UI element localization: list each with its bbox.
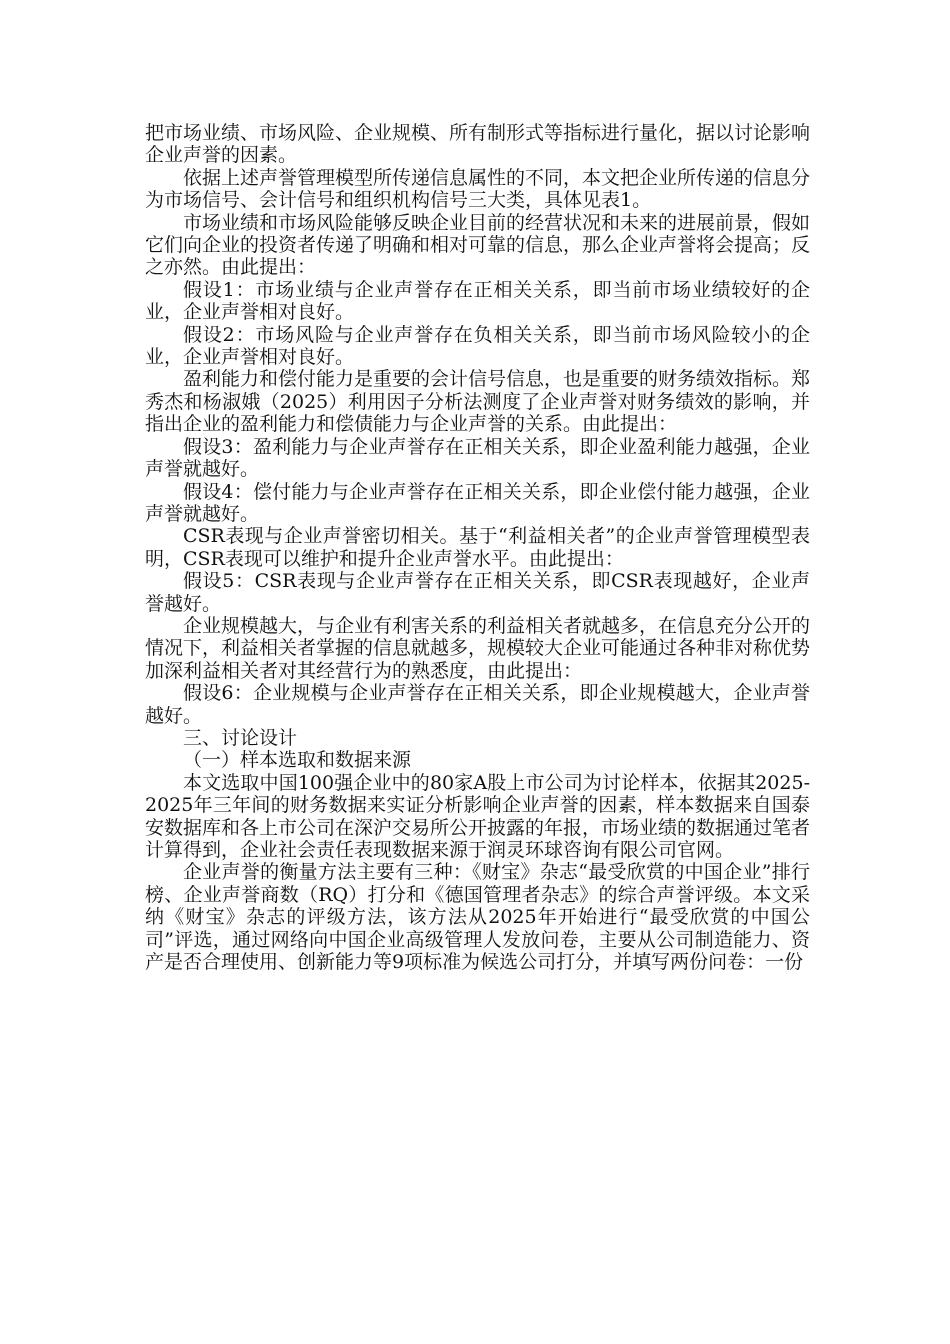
paragraph-3: 市场业绩和市场风险能够反映企业目前的经营状况和未来的进展前景，假如它们向企业的投资者传递了明确和相对可靠的信息，那么企业声誉将会提高；反之亦然。由此提出： [145,211,811,279]
hypothesis-3: 假设3：盈利能力与企业声誉存在正相关关系，即企业盈利能力越强，企业声誉就越好。 [145,435,810,481]
document-body [145,122,810,973]
paragraph-9: CSR表现与企业声誉密切相关。基于“利益相关者”的企业声誉管理模型表明，CSR表现可以维护和提升企业声誉水平。由此提出： [145,525,810,570]
paragraph-6: 盈利能力和偿付能力是重要的会计信号信息，也是重要的财务绩效指标。郑秀杰和杨淑娥（2025）利用因子分析法测度了企业声誉对财务绩效的影响，并指出企业的盈利能力和偿债能力与企业声誉的关系。由此提出： [145,368,811,436]
hypothesis-1: 假设1：市场业绩与企业声誉存在正相关关系，即当前市场业绩较好的企业，企业声誉相对良好。 [145,278,810,324]
subsection-heading: （一）样本选取和数据来源 [183,749,412,772]
hypothesis-4: 假设4：偿付能力与企业声誉存在正相关关系，即企业偿付能力越强，企业声誉就越好。 [145,480,810,525]
hypothesis-6: 假设6：企业规模与企业声誉存在正相关关系，即企业规模越大，企业声誉越好。 [145,682,810,727]
paragraph-16: 企业声誉的衡量方法主要有三种：《财宝》杂志“最受欣赏的中国企业”排行榜、企业声誉商数（RQ）打分和《德国管理者杂志》的综合声誉评级。本文采纳《财宝》杂志的评级方法，该方法从2025年开始进行“最受欣赏的中国公司”评选，通过网络向中国企业高级管理人发放问卷，主要从公司制造能力、资产是否合理使用、创新能力等9项标准为候选公司打分，并填写两份问卷：一份 [145,861,810,974]
paragraph-15: 本文选取中国100强企业中的80家A股上市公司为讨论样本，依据其2025-2025年三年间的财务数据来实证分析影响企业声誉的因素，样本数据来自国泰安数据库和各上市公司在深沪交易所公开披露的年报，市场业绩的数据通过笔者计算得到，企业社会责任表现数据来源于润灵环球咨询有限公司官网。 [145,771,811,861]
hypothesis-5: 假设5：CSR表现与企业声誉存在正相关关系，即CSR表现越好，企业声誉越好。 [145,570,810,615]
section-heading: 三、讨论设计 [183,726,298,749]
paragraph-11: 企业规模越大，与企业有利害关系的利益相关者就越多，在信息充分公开的情况下，利益相关者掌握的信息就越多，规模较大企业可能通过各种非对称优势加深利益相关者对其经营行为的熟悉度，由此提出： [145,614,811,682]
paragraph-2: 依据上述声誉管理模型所传递信息属性的不同，本文把企业所传递的信息分为市场信号、会计信号和组织机构信号三大类，具体见表1。 [145,166,811,212]
hypothesis-2: 假设2：市场风险与企业声誉存在负相关关系，即当前市场风险较小的企业，企业声誉相对良好。 [145,323,810,369]
paragraph-1: 把市场业绩、市场风险、企业规模、所有制形式等指标进行量化，据以讨论影响企业声誉的因素。 [145,122,811,167]
